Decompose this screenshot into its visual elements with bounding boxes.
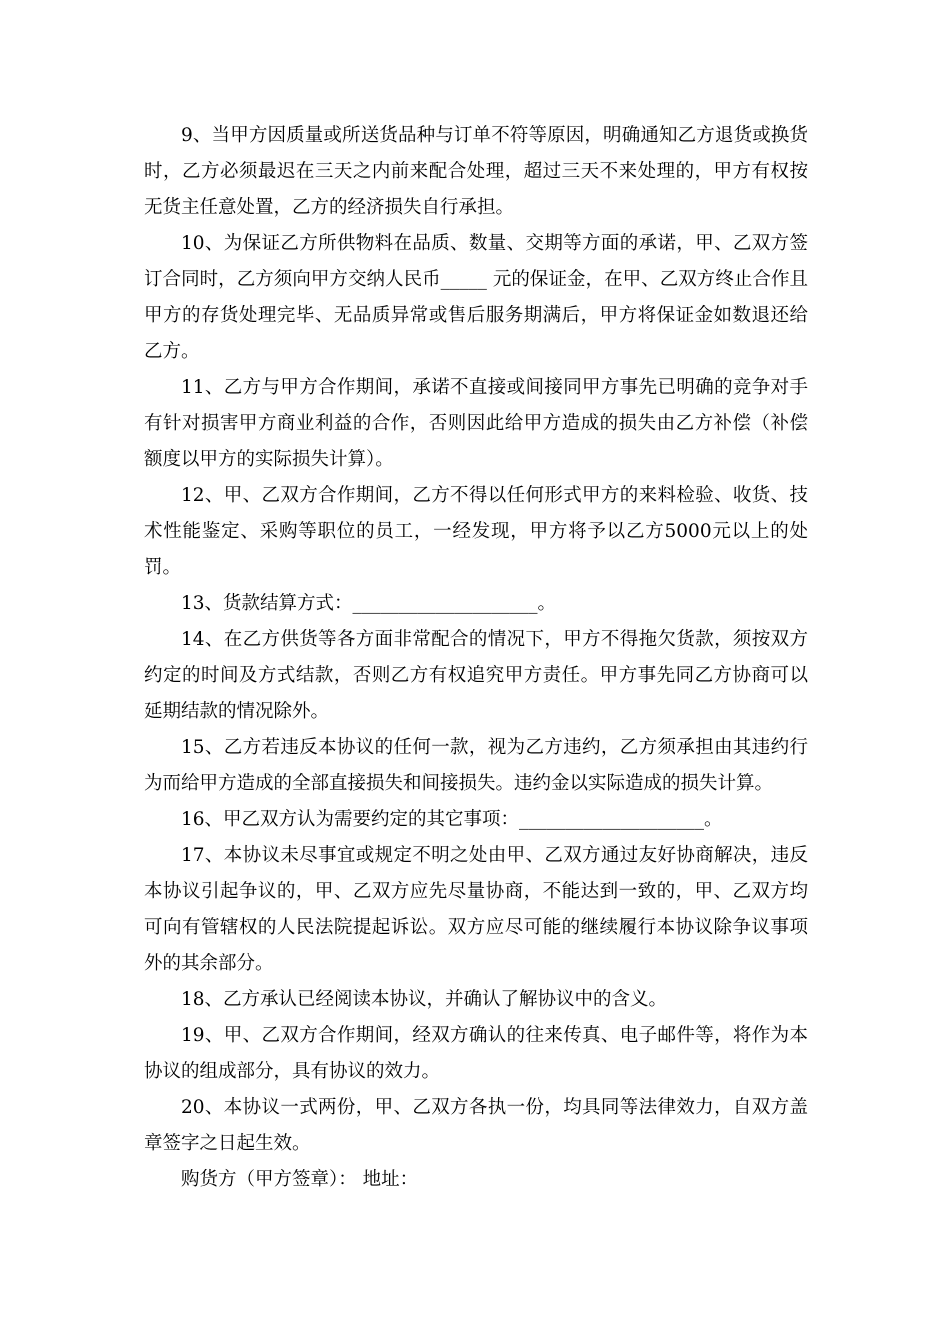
clause-12: 12、甲、乙双方合作期间，乙方不得以任何形式甲方的来料检验、收货、技术性能鉴定、采购等职位的员工，一经发现，甲方将予以乙方5000元以上的处罚。 (144, 485, 808, 578)
clause-10: 10、为保证乙方所供物料在品质、数量、交期等方面的承诺，甲、乙双方签订合同时，乙方须向甲方交纳人民币_____ 元的保证金，在甲、乙双方终止合作且甲方的存货处理完毕、无品质异常或售后服务期满后，甲方将保证金如数退还给乙方。 (144, 233, 808, 362)
contract-body (144, 118, 808, 1198)
clause-9: 9、当甲方因质量或所送货品种与订单不符等原因，明确通知乙方退货或换货时，乙方必须最迟在三天之内前来配合处理，超过三天不来处理的，甲方有权按无货主任意处置，乙方的经济损失自行承担。 (144, 125, 808, 218)
clause-15: 15、乙方若违反本协议的任何一款，视为乙方违约，乙方须承担由其违约行为而给甲方造成的全部直接损失和间接损失。违约金以实际造成的损失计算。 (144, 737, 808, 794)
clause-17: 17、本协议未尽事宜或规定不明之处由甲、乙双方通过友好协商解决，违反本协议引起争议的，甲、乙双方应先尽量协商，不能达到一致的，甲、乙双方均可向有管辖权的人民法院提起诉讼。双方应尽可能的继续履行本协议除争议事项外的其余部分。 (144, 845, 808, 974)
clause-18: 18、乙方承认已经阅读本协议，并确认了解协议中的含义。 (181, 989, 668, 1010)
clause-20: 20、本协议一式两份，甲、乙双方各执一份，均具同等法律效力，自双方盖章签字之日起生效。 (144, 1097, 808, 1154)
clause-13: 13、货款结算方式：____________________。 (181, 593, 557, 614)
clause-11: 11、乙方与甲方合作期间，承诺不直接或间接同甲方事先已明确的竞争对手有针对损害甲方商业利益的合作，否则因此给甲方造成的损失由乙方补偿（补偿额度以甲方的实际损失计算）。 (144, 377, 808, 470)
clause-19: 19、甲、乙双方合作期间，经双方确认的往来传真、电子邮件等，将作为本协议的组成部分，具有协议的效力。 (144, 1025, 808, 1082)
clause-16: 16、甲乙双方认为需要约定的其它事项：____________________。 (181, 809, 723, 830)
buyer-signature-label: 购货方（甲方签章）： (181, 1169, 357, 1190)
address-label: 地址： (362, 1169, 419, 1190)
signature-line (144, 1162, 808, 1198)
clause-14: 14、在乙方供货等各方面非常配合的情况下，甲方不得拖欠货款，须按双方约定的时间及方式结款，否则乙方有权追究甲方责任。甲方事先同乙方协商可以延期结款的情况除外。 (144, 629, 808, 722)
